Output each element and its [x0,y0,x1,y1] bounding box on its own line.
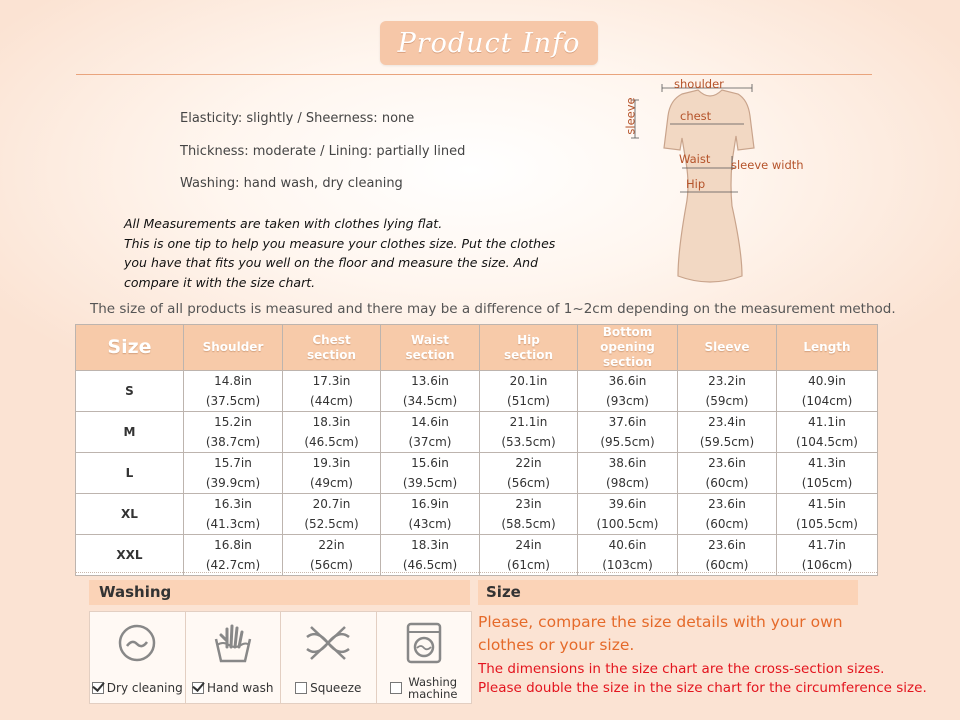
table-row [76,494,878,535]
measurement-cell: 41.3in (105cm) [777,453,878,494]
size-label: XL [76,494,184,535]
size-warning-line: The dimensions in the size chart are the cross-section sizes. [478,661,885,677]
size-section-title: Size [478,580,858,605]
tip-line: This is one tip to help you measure your clothes size. Put the clothes [124,235,556,251]
column-header: Hip section [480,325,578,371]
washing-section-title: Washing [89,580,470,605]
tip-line: compare it with the size chart. [124,274,316,290]
measurement-cell: 16.8in (42.7cm) [184,535,283,576]
dress-illustration [620,76,820,291]
wash-option-label: Squeeze [310,681,362,695]
spec-washing: Washing: hand wash, dry cleaning [180,176,403,191]
measurement-cell: 14.6in (37cm) [381,412,480,453]
measurement-cell: 37.6in (95.5cm) [578,412,678,453]
wash-cell [377,612,472,674]
measurement-cell: 13.6in (34.5cm) [381,371,480,412]
size-label: S [76,371,184,412]
title-banner [380,21,598,65]
measurement-cell: 19.3in (49cm) [283,453,381,494]
figure-label-chest: chest [680,109,712,123]
wash-option-label: Washing machine [408,675,458,701]
tip-line: you have that fits you well on the floor and measure the size. And [124,255,539,270]
measurement-cell: 23.6in (60cm) [678,494,777,535]
dry-clean-icon [116,622,158,664]
size-label: L [76,453,184,494]
table-row [76,412,878,453]
measurement-cell: 22in (56cm) [283,535,381,576]
size-advice-line: Please, compare the size details with your own [478,613,843,631]
table-row [76,453,878,494]
column-header: Size [76,325,184,371]
washing-options [89,673,472,704]
wash-option-label: Hand wash [207,681,274,695]
measurement-cell: 16.3in (41.3cm) [184,494,283,535]
measurement-cell: 23in (58.5cm) [480,494,578,535]
wash-option-label: Dry cleaning [106,681,183,695]
measurement-cell: 23.4in (59.5cm) [678,412,777,453]
measurement-note: The size of all products is measured and there may be a difference of 1~2cm depending on the measurement method. [90,301,896,317]
measurement-cell: 17.3in (44cm) [283,371,381,412]
checkbox-unchecked-icon[interactable] [390,682,402,694]
column-header: Chest section [283,325,381,371]
washing-icon-grid [89,611,472,675]
size-chart-table [75,324,878,576]
measurement-cell: 21.1in (53.5cm) [480,412,578,453]
wash-cell [90,612,186,674]
measurement-cell: 41.1in (104.5cm) [777,412,878,453]
measurement-cell: 20.7in (52.5cm) [283,494,381,535]
size-advice-line: clothes or your size. [478,636,635,654]
checkbox-checked-icon[interactable] [92,682,104,694]
hand-wash-icon [211,621,255,665]
column-header: Bottom opening section [578,325,678,371]
measurement-cell: 41.7in (106cm) [777,535,878,576]
washing-machine-icon [404,621,444,665]
measurement-cell: 18.3in (46.5cm) [381,535,480,576]
measurement-cell: 39.6in (100.5cm) [578,494,678,535]
size-advice [478,611,878,657]
column-header: Sleeve [678,325,777,371]
section-divider [75,572,877,573]
size-label: M [76,412,184,453]
measurement-cell: 23.6in (60cm) [678,453,777,494]
column-header: Length [777,325,878,371]
checkbox-checked-icon[interactable] [192,682,204,694]
figure-label-waist: Waist [679,152,711,166]
measurement-cell: 41.5in (105.5cm) [777,494,878,535]
measurement-cell: 23.2in (59cm) [678,371,777,412]
column-header: Waist section [381,325,480,371]
wash-cell [281,612,377,674]
measurement-cell: 36.6in (93cm) [578,371,678,412]
measurement-cell: 18.3in (46.5cm) [283,412,381,453]
measurement-cell: 24in (61cm) [480,535,578,576]
measurement-cell: 22in (56cm) [480,453,578,494]
title-divider [76,74,872,75]
wash-option-hand-wash[interactable] [186,673,282,703]
spec-thickness: Thickness: moderate / Lining: partially lined [180,144,466,159]
wash-option-washing-machine[interactable] [377,673,472,703]
size-label: XXL [76,535,184,576]
column-header: Shoulder [184,325,283,371]
table-row [76,535,878,576]
wash-option-squeeze[interactable] [281,673,377,703]
figure-label-hip: Hip [686,177,706,191]
measurement-cell: 20.1in (51cm) [480,371,578,412]
figure-label-sleeve-width: sleeve width [731,158,804,172]
measurement-cell: 15.6in (39.5cm) [381,453,480,494]
measurement-cell: 15.7in (39.9cm) [184,453,283,494]
wash-cell [186,612,282,674]
measurement-cell: 15.2in (38.7cm) [184,412,283,453]
measurement-tips [124,214,574,292]
page-title: Product Info [397,27,581,59]
measurement-cell: 23.6in (60cm) [678,535,777,576]
no-wring-icon [303,623,353,663]
measurement-cell: 40.6in (103cm) [578,535,678,576]
figure-label-shoulder: shoulder [674,77,724,91]
measurement-cell: 40.9in (104cm) [777,371,878,412]
measurement-cell: 16.9in (43cm) [381,494,480,535]
figure-label-sleeve: sleeve [623,97,638,135]
measurement-cell: 14.8in (37.5cm) [184,371,283,412]
table-row [76,371,878,412]
size-warning-line: Please double the size in the size chart for the circumference size. [478,680,927,696]
spec-elasticity: Elasticity: slightly / Sheerness: none [180,111,415,126]
checkbox-unchecked-icon[interactable] [295,682,307,694]
table-header-row [76,325,878,371]
tip-line: All Measurements are taken with clothes lying flat. [124,216,443,231]
measurement-cell: 38.6in (98cm) [578,453,678,494]
wash-option-dry-cleaning[interactable] [90,673,186,703]
dress-measurement-figure [620,76,820,291]
